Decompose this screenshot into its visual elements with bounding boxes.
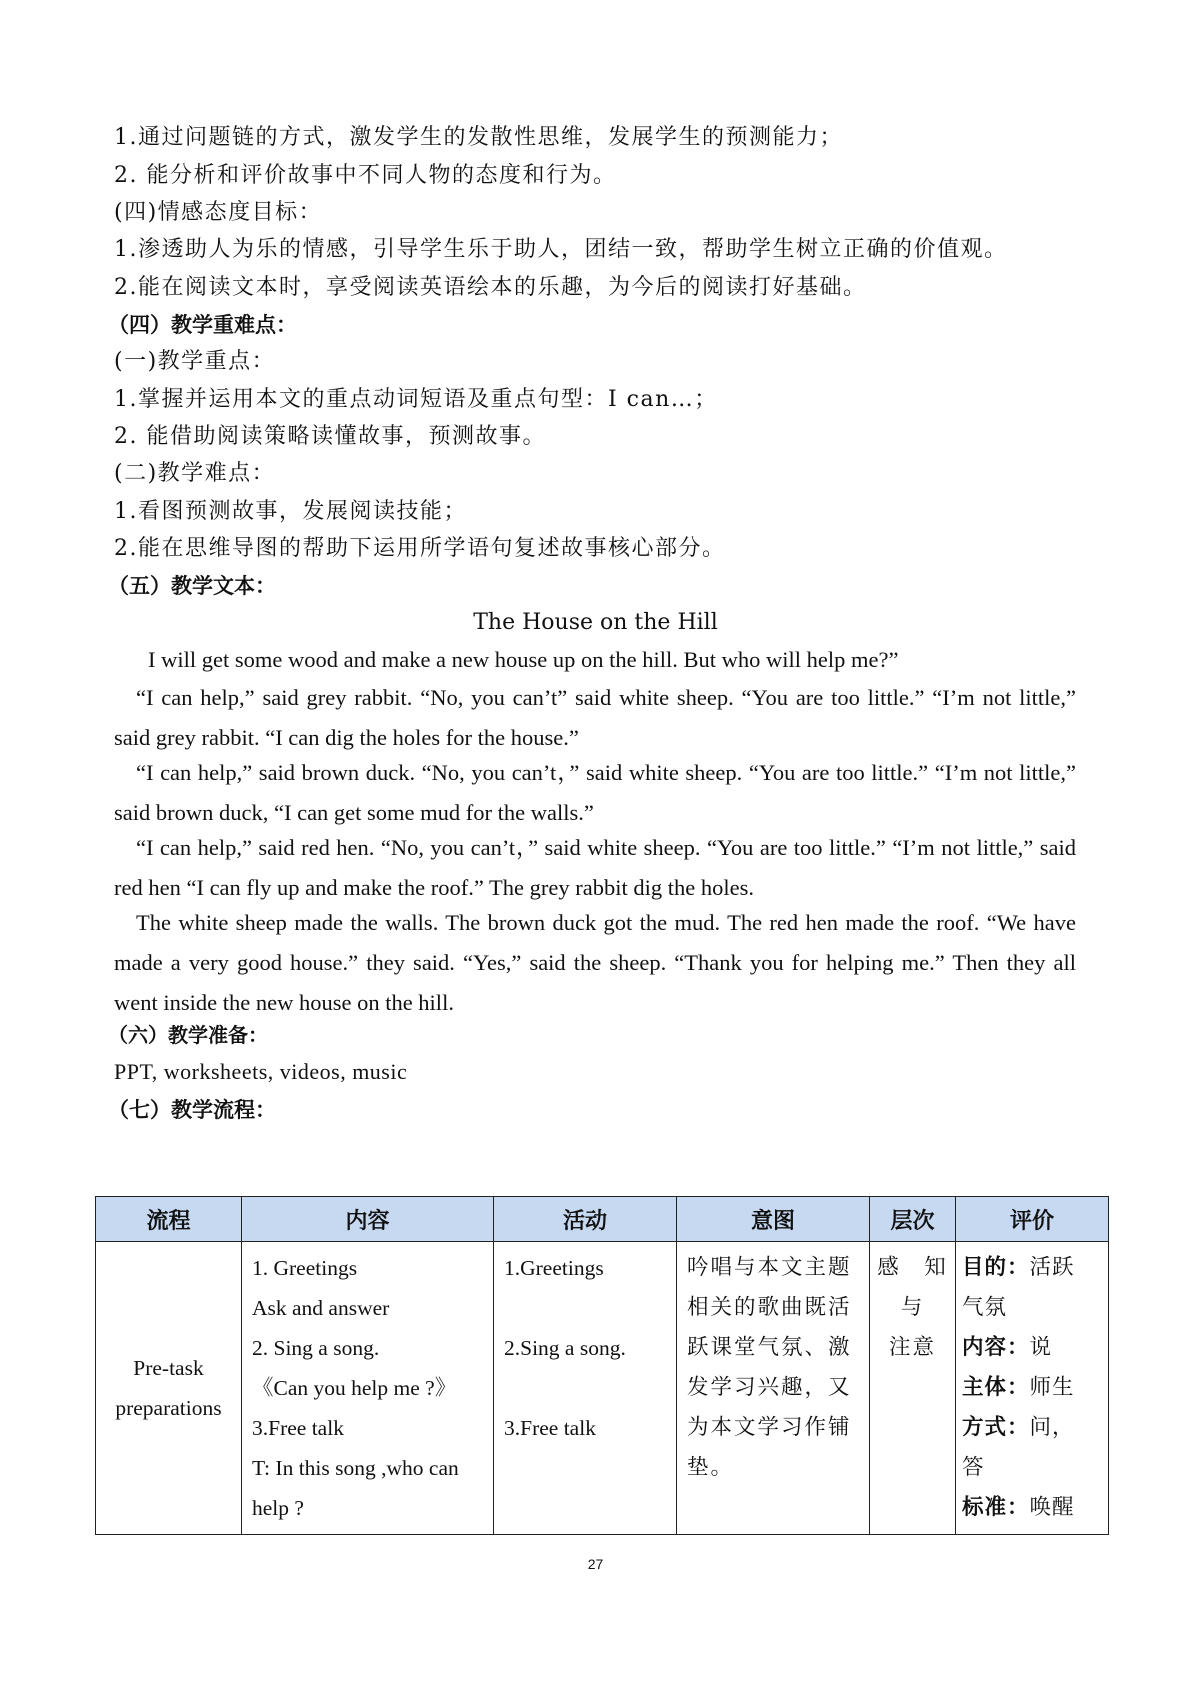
eval-value: 问， [1029, 1415, 1075, 1440]
content-line: 3.Free talk [252, 1416, 344, 1440]
column-header: 意图 [677, 1197, 870, 1242]
column-header: 内容 [242, 1197, 494, 1242]
activity-cell [494, 1242, 677, 1535]
section-subheading: (一)教学重点： [114, 349, 276, 374]
section-heading: （六）教学准备： [108, 1023, 268, 1047]
story-paragraph: I will get some wood and make a new house up on the hill. But who will help me?” [148, 647, 899, 672]
intent-line: 相关的歌曲既活 [687, 1295, 852, 1320]
column-header: 流程 [96, 1197, 242, 1242]
eval-label: 内容： [962, 1335, 1030, 1360]
section-subheading: (四)情感态度目标： [114, 200, 323, 225]
story-paragraph: “I can help,” said red hen. “No, you can’t，” said white sheep. “You are too little.” “I’m not little,” said red hen “I can fly up and make the roof.” The grey rabbit dig the holes. [114, 835, 1076, 900]
objective-line: 2. 能分析和评价故事中不同人物的态度和行为。 [114, 163, 617, 188]
intent-line: 吟唱与本文主题 [687, 1255, 852, 1280]
section-subheading: (二)教学难点： [114, 461, 276, 486]
difficulty-line: 1.看图预测故事，发展阅读技能； [114, 499, 467, 524]
intent-line: 发学习兴趣，又 [687, 1375, 852, 1400]
key-point-line: 2. 能借助阅读策略读懂故事，预测故事。 [114, 424, 546, 449]
objective-line: 1.通过问题链的方式，激发学生的发散性思维，发展学生的预测能力； [114, 125, 843, 150]
level-cell [870, 1242, 956, 1535]
intent-cell [677, 1242, 870, 1535]
content-line: 2. Sing a song. [252, 1336, 380, 1360]
column-header: 层次 [870, 1197, 956, 1242]
story-paragraph: “I can help,” said grey rabbit. “No, you can’t” said white sheep. “You are too little.” “I’m not little,” said grey rabbit. “I can dig the holes for the house.” [114, 685, 1076, 750]
column-header: 评价 [956, 1197, 1109, 1242]
eval-value: 唤醒 [1029, 1495, 1075, 1520]
activity-line: 2.Sing a song. [504, 1336, 626, 1360]
content-line: 《Can you help me ?》 [252, 1376, 457, 1400]
activity-line [504, 1368, 666, 1408]
intent-line: 垫。 [687, 1455, 735, 1480]
eval-value: 气氛 [962, 1295, 1008, 1320]
activity-line [504, 1288, 666, 1328]
story-paragraph: The white sheep made the walls. The brown duck got the mud. The red hen made the roof. “We have made a very good house.” they said. “Yes,” said the sheep. “Thank you for helping me.” Then they all went inside the new house on the hill. [114, 910, 1076, 1015]
level-line: 注意 [888, 1335, 936, 1360]
process-cell [96, 1242, 242, 1535]
intent-line: 为本文学习作铺 [687, 1415, 852, 1440]
eval-value: 答 [962, 1455, 985, 1480]
content-cell [242, 1242, 494, 1535]
page-number: 27 [587, 1556, 604, 1572]
objective-line: 2.能在阅读文本时，享受阅读英语绘本的乐趣，为今后的阅读打好基础。 [114, 275, 867, 300]
process-text: preparations [115, 1396, 222, 1420]
objective-line: 1.渗透助人为乐的情感，引导学生乐于助人，团结一致，帮助学生树立正确的价值观。 [114, 237, 1008, 262]
column-header: 活动 [494, 1197, 677, 1242]
content-line: Ask and answer [252, 1296, 390, 1320]
teaching-flow-table [95, 1196, 1109, 1535]
eval-label: 目的： [962, 1255, 1030, 1280]
intent-line: 跃课堂气氛、激 [687, 1335, 852, 1360]
content-line: 1. Greetings [252, 1256, 358, 1280]
eval-label: 标准： [962, 1495, 1030, 1520]
section-heading: （七）教学流程： [108, 1098, 276, 1122]
content-line: T: In this song ,who can [252, 1456, 459, 1480]
difficulty-line: 2.能在思维导图的帮助下运用所学语句复述故事核心部分。 [114, 536, 726, 561]
activity-line: 1.Greetings [504, 1256, 604, 1280]
key-point-line: 1.掌握并运用本文的重点动词短语及重点句型：I can…； [114, 387, 718, 412]
table-header-row [96, 1197, 1109, 1242]
eval-value: 活跃 [1029, 1255, 1075, 1280]
level-line: 感 知 [877, 1255, 948, 1280]
content-line: help ? [252, 1496, 304, 1520]
activity-line: 3.Free talk [504, 1416, 596, 1440]
materials-list: PPT, worksheets, videos, music [114, 1059, 408, 1084]
table-row [96, 1242, 1109, 1535]
eval-label: 主体： [962, 1375, 1030, 1400]
process-text: Pre-task [133, 1356, 204, 1380]
eval-label: 方式： [962, 1415, 1030, 1440]
section-heading: （四）教学重难点： [108, 313, 297, 337]
section-heading: （五）教学文本： [108, 574, 276, 598]
eval-value: 说 [1029, 1335, 1053, 1360]
story-title: The House on the Hill [473, 610, 718, 635]
eval-value: 师生 [1029, 1375, 1075, 1400]
evaluation-cell [956, 1242, 1109, 1535]
story-paragraph: “I can help,” said brown duck. “No, you can’t，” said white sheep. “You are too little.” “I’m not little,” said brown duck, “I can get some mud for the walls.” [114, 760, 1076, 825]
level-line: 与 [900, 1295, 925, 1320]
